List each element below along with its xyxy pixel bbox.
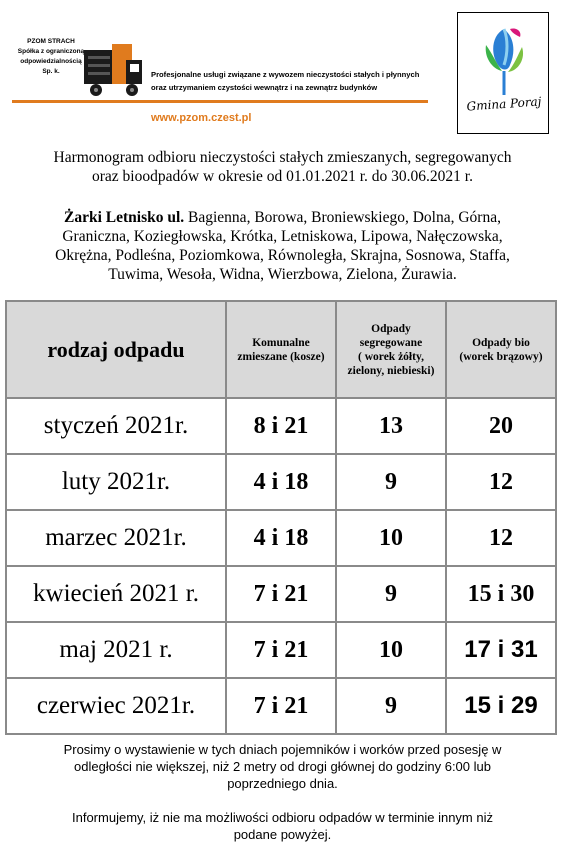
month-cell: czerwiec 2021r.: [6, 678, 226, 734]
footer-line: poprzedniego dnia.: [227, 776, 338, 791]
gmina-logo: [457, 12, 549, 134]
footer-line: podane powyżej.: [233, 827, 332, 842]
footer-line: odległości nie większej, niż 2 metry od drogi głównej do godziny 6:00 lub: [74, 759, 491, 774]
tagline-line: oraz utrzymaniem czystości wewnątrz i na zewnątrz budynków: [151, 83, 378, 92]
header-line: zielony, niebieski): [347, 364, 435, 377]
month-cell: kwiecień 2021 r.: [6, 566, 226, 622]
segregowane-cell: 10: [336, 622, 446, 678]
komunalne-cell: 7 i 21: [226, 678, 336, 734]
bio-cell: 20: [446, 398, 556, 454]
month-cell: styczeń 2021r.: [6, 398, 226, 454]
company-tagline: [151, 68, 451, 94]
header-waste-type: rodzaj odpadu: [6, 301, 226, 398]
company-line: PZOM STRACH: [27, 38, 75, 45]
komunalne-cell: 7 i 21: [226, 622, 336, 678]
header-line: (worek brązowy): [459, 350, 543, 363]
bio-cell: 15 i 30: [446, 566, 556, 622]
bio-cell: 17 i 31: [446, 622, 556, 678]
segregowane-cell: 13: [336, 398, 446, 454]
month-cell: maj 2021 r.: [6, 622, 226, 678]
streets-line: [0, 208, 565, 227]
table-row: [6, 398, 556, 454]
schedule-intro: [0, 148, 565, 186]
bio-cell: 12: [446, 510, 556, 566]
footer-line: Prosimy o wystawienie w tych dniach pojemników i worków przed posesję w: [63, 742, 502, 757]
segregowane-cell: 9: [336, 678, 446, 734]
table-header-row: [6, 301, 556, 398]
segregowane-cell: 9: [336, 566, 446, 622]
streets-text: Bagienna, Borowa, Broniewskiego, Dolna, Górna,: [184, 209, 501, 226]
schedule-table: [5, 300, 557, 735]
month-cell: luty 2021r.: [6, 454, 226, 510]
gmina-name: Gmina Poraj: [466, 94, 542, 114]
komunalne-cell: 7 i 21: [226, 566, 336, 622]
header-segregowane: [336, 301, 446, 398]
intro-line: oraz bioodpadów w okresie od 01.01.2021 r. do 30.06.2021 r.: [92, 168, 473, 185]
header-line: ( worek żółty,: [358, 350, 424, 363]
company-line: odpowiedzialnością: [20, 58, 82, 65]
bio-cell: 12: [446, 454, 556, 510]
letterhead: [0, 0, 565, 138]
table-row: [6, 622, 556, 678]
streets-line: Tuwima, Wesoła, Widna, Wierzbowa, Zielona, Żurawia.: [108, 266, 457, 283]
streets-line: Graniczna, Koziegłowska, Krótka, Letniskowa, Lipowa, Nałęczowska,: [62, 228, 503, 245]
flower-logo-icon: [478, 25, 530, 97]
streets-line: Okrężna, Podleśna, Poziomkowa, Równoległa, Skrajna, Sosnowa, Staffa,: [55, 247, 510, 264]
table-row: [6, 678, 556, 734]
bio-cell: 15 i 29: [446, 678, 556, 734]
header-line: Odpady: [371, 322, 411, 335]
header-bio: [446, 301, 556, 398]
segregowane-cell: 9: [336, 454, 446, 510]
intro-line: Harmonogram odbioru nieczystości stałych zmieszanych, segregowanych: [53, 149, 512, 166]
company-name: [14, 37, 88, 77]
streets-list: [0, 208, 565, 284]
header-line: segregowane: [359, 336, 423, 349]
tagline-line: Profesjonalne usługi związane z wywozem nieczystości stałych i płynnych: [151, 70, 420, 79]
header-line: zmieszane (kosze): [237, 350, 325, 363]
table-row: [6, 566, 556, 622]
header-komunalne: [226, 301, 336, 398]
garbage-truck-icon: [82, 40, 146, 100]
header-divider: [12, 100, 428, 103]
header-line: Komunalne: [252, 336, 310, 349]
header-line: Odpady bio: [472, 336, 530, 349]
komunalne-cell: 8 i 21: [226, 398, 336, 454]
footer-notes: [14, 741, 551, 843]
segregowane-cell: 10: [336, 510, 446, 566]
table-row: [6, 454, 556, 510]
location-label: Żarki Letnisko ul.: [64, 209, 185, 226]
komunalne-cell: 4 i 18: [226, 454, 336, 510]
table-row: [6, 510, 556, 566]
website-link[interactable]: www.pzom.czest.pl: [151, 112, 252, 124]
komunalne-cell: 4 i 18: [226, 510, 336, 566]
footer-spacer: [14, 792, 551, 809]
month-cell: marzec 2021r.: [6, 510, 226, 566]
footer-line: Informujemy, iż nie ma możliwości odbioru odpadów w terminie innym niż: [72, 810, 493, 825]
company-line: Sp. k.: [42, 68, 60, 75]
company-line: Spółka z ograniczoną: [17, 48, 85, 55]
